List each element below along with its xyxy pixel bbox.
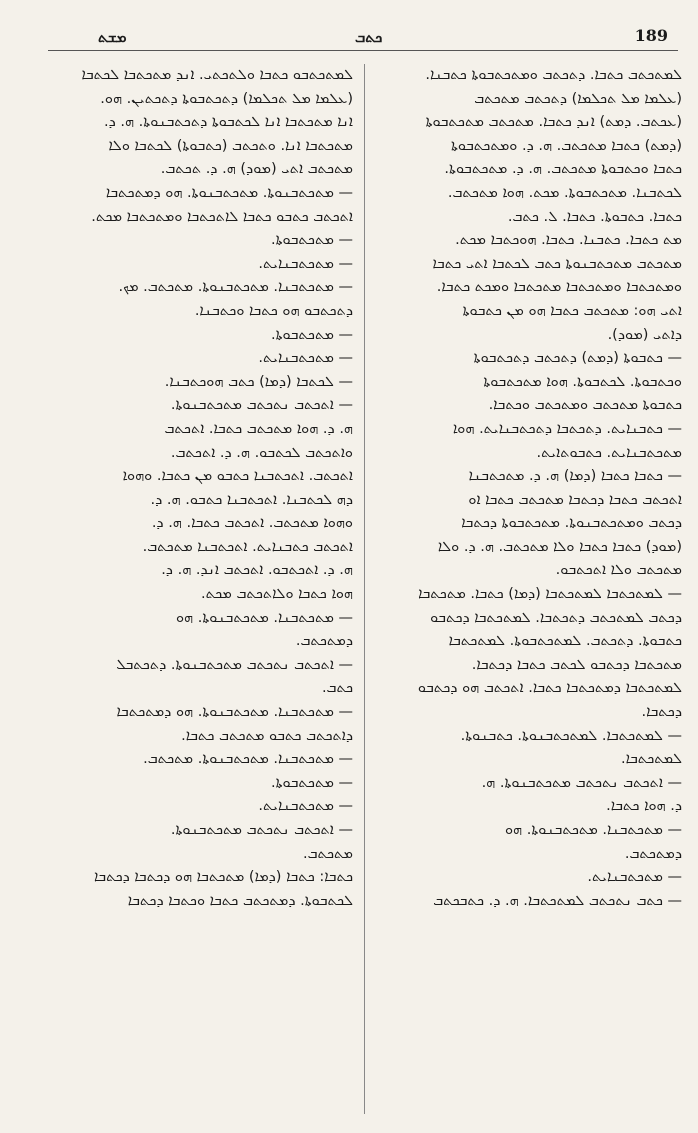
text-line: — ܟܬܒ ܢܬܟܬܒ ܠܡܬܟܬܒܐ. ܗ. ܕ. ܟܬܒܟܬܒ: [433, 892, 682, 909]
text-line: ܡܬܟܬܒܐ ܐܢܐ. ܘܬܟܬܒ (ܟܬܒܘܬܐ) ܠܟܬܒܐ ܘܠܐ: [108, 137, 353, 154]
text-line: — ܐܬܟܬܒ ܢܬܟܬܒ ܡܬܟܬܒܢܘܬܐ. ܕܬܟܬܒܠ: [116, 656, 353, 673]
column-divider: [364, 64, 365, 1114]
text-line: ܡܬܟܬܒ ܘܠܐ ܐܬܟܬܒܘ.: [555, 562, 682, 579]
text-line: ܕܡܬܟܬܒ.: [624, 845, 682, 862]
page-number: 189: [634, 26, 668, 45]
right-column: [377, 64, 682, 913]
text-line: — ܐܬܟܬܒ ܢܬܟܬܒ ܡܬܟܬܒܢܘܬܐ.: [170, 822, 353, 838]
page-header: [40, 24, 668, 50]
text-line: (ܥܟܬܒ. ܕܡܬ) ܐܢܕ ܟܬܒܐ. ܡܬܟܬܒ ܡܬܟܬܒܘܬܐ: [425, 114, 682, 131]
text-line: — ܟܬܒܐ ܟܬܒܐ (ܕܡܐ) ܗ. ܕ. ܡܬܟܬܒܢܐ: [468, 468, 682, 485]
text-line: ܠܟܬܒܘܬܐ. ܕܡܬܟܬܒ ܟܬܒܐ ܘܟܬܒܐ ܕܟܬܒܐ: [127, 892, 353, 909]
header-rule: [48, 50, 678, 51]
text-line: — ܡܬܟܬܒܢܘܬܐ. ܡܬܟܬܒܢܘܬܐ. ܗܘ ܕܡܬܟܬܒܐ: [105, 184, 353, 201]
text-line: ܟܬܒܐ. ܟܬܒܘܬܐ. ܟܬܒܐ. ܠ. ܟܬܒ.: [507, 208, 682, 225]
text-line: ܐܬܟܬܒ ܟܬܒܐ ܕܟܬܒܐ ܡܬܟܬܒ ܟܬܒܐ ܐܘ: [468, 491, 682, 508]
text-line: ܗ. ܕ. ܐܬܟܬܒܘ. ܐܬܟܬܒ ܐܢܕ. ܗ. ܕ.: [161, 562, 353, 579]
text-line: ܡܬܟܬܒܐ ܕܟܬܒܘ ܠܟܬܒ ܟܬܒܐ ܕܟܬܒܐ.: [471, 656, 682, 673]
text-line: ܟܬܒܐ ܘܟܬܒܘܬܐ ܡܬܟܬܒ. ܗ. ܕ. ܡܬܟܬܒܘܬܐ.: [444, 161, 682, 178]
text-line: — ܡܬܟܬܒܢܐ. ܡܬܟܬܒܢܘܬܐ. ܡܬܟܬܒ. ܡܟ.: [118, 279, 353, 296]
text-line: ܕܐܬܝ (ܡܘܕ).: [607, 326, 682, 343]
text-line: — ܠܟܬܒܐ (ܕܡܐ) ܟܬܒ ܗܘܟܬܒܢܐ.: [164, 373, 353, 390]
text-line: ܠܡܬܟܬܒ ܟܬܒܐ. ܕܬܟܬܒ ܘܡܬܟܬܒܘܬܐ ܟܬܒܢܐ.: [425, 67, 682, 83]
text-line: — ܠܡܬܟܬܒܐ. ܠܡܬܟܬܒܢܘܬܐ. ܟܬܒܢܘܬܐ.: [460, 727, 682, 744]
text-line: — ܐܬܟܬܒ ܢܬܟܬܒ ܡܬܟܬܒܢܘܬܐ.: [170, 397, 353, 414]
text-line: ܐܬܟܬܒ ܟܬܒܘ ܟܬܒܐ ܠܐܬܟܬܒܐ ܘܡܬܟܬܒܐ ܡܟܬ.: [91, 208, 353, 225]
text-line: — ܡܬܟܬܒܢܐ. ܡܬܟܬܒܢܘܬܐ. ܗܘ ܕܡܬܟܬܒܐ: [116, 704, 353, 721]
text-line: ܟܬܒ.: [321, 680, 353, 697]
text-line: ܐܬܝ ܗܘ: ܡܬܟܬܒ ܟܬܒܐ ܗܘ ܡܢ ܟܬܒܘܬܐ: [462, 302, 682, 319]
text-line: — ܡܬܟܬܒܘܬܐ.: [270, 326, 353, 343]
text-line: — ܟܬܒܢܐܝܬ. ܕܬܟܬܒܐ ܕܬܟܬܒܢܐܝܬ. ܗܘܐ: [452, 420, 682, 437]
left-column: [48, 64, 353, 913]
text-line: — ܟܬܒܘܬܐ (ܕܡܬ) ܕܬܟܬܒ ܕܬܟܬܒܘܬܐ: [473, 350, 682, 367]
text-line: (ܕܡܬ) ܟܬܒܐ ܡܬܟܬܒ. ܗ. ܕ. ܘܡܬܟܬܒܘܬܐ: [450, 137, 682, 154]
text-line: (ܥܠܡܐ ܡܠ ܬܟܠܡܐ) ܕܬܟܬܒܘܬܐ ܕܬܟܬܝܢ. ܗܘ.: [100, 90, 353, 107]
text-line: — ܠܡܬܟܬܒܐ ܠܡܬܟܬܒܐ (ܕܡܐ) ܟܬܒܐ. ܡܬܟܬܒܐ: [418, 586, 682, 603]
text-line: ܕܡܬܟܬܒ.: [295, 633, 353, 650]
text-line: ܗ. ܕ. ܗܘܐ ܡܬܟܬܒ ܟܬܒܐ. ܐܬܟܬܒ: [164, 420, 353, 437]
text-line: ܘܐܬܟܬܒ ܠܟܬܒܘ. ܗ. ܕ. ܐܬܟܬܒ.: [170, 444, 353, 461]
text-line: ܕܟܬܒ ܠܡܬܟܬܒ ܕܬܟܬܒܐ. ܠܡܬܟܬܒܐ ܕܟܬܒܘ: [430, 609, 682, 626]
text-line: — ܡܬܟܬܒܢܐ. ܡܬܟܬܒܢܘܬܐ. ܡܬܟܬܒ.: [143, 751, 353, 768]
text-line: ܘܡܬܟܬܒܐ ܘܡܬܟܬܒܐ ܡܬܟܬܒܐ ܘܡܟܬ ܟܬܒܐ.: [436, 279, 682, 296]
text-line: ܘܗܘܐ ܡܬܟܬܒ. ܐܬܟܬܒ ܟܬܒܐ. ܗ. ܕ.: [151, 515, 353, 532]
text-line: ܟܬܒܐ: ܟܬܒܐ (ܕܡܐ) ܡܬܟܬܒܐ ܗܘ ܕܟܬܒܐ ܕܟܬܒܐ: [93, 869, 353, 886]
text-line: ܐܬܟܬܒ. ܐܬܟܬܒܢܐ ܟܬܒܘ ܡܢ ܟܬܒܐ. ܘܗܘܐ: [122, 468, 353, 485]
header-catchword-left: ܡܫܬ: [98, 28, 127, 46]
text-line: ܐܬܟܬܒ ܟܬܒܢܐܝܬ. ܐܬܟܬܒܢܐ ܡܬܟܬܒ.: [142, 538, 353, 555]
text-line: — ܡܬܟܬܒܘܬܐ.: [270, 232, 353, 249]
text-line: ܡܬܟܬܒ.: [303, 845, 353, 862]
text-line: — ܡܬܟܬܒܢܐܝܬ.: [258, 350, 353, 367]
header-catchword-center: ܟܬܒ: [355, 28, 383, 46]
text-line: ܠܟܬܒܢܐ. ܡܬܟܬܒܘܬܐ. ܡܟܬ. ܗܘܐ ܡܬܟܬܒ.: [447, 184, 682, 201]
text-line: ܕ. ܗܘܐ ܟܬܒܐ.: [606, 798, 682, 815]
text-line: — ܡܬܟܬܒܢܐ. ܡܬܟܬܒܢܘܬܐ. ܗܘ: [504, 822, 682, 838]
text-line: — ܐܬܟܬܒ ܢܬܟܬܒ ܡܬܟܬܒܢܘܬܐ. ܗ.: [481, 774, 682, 791]
text-line: (ܥܠܡܐ ܡܠ ܬܟܠܡܐ) ܕܬܟܬܒ ܡܬܟܬܒ: [474, 90, 682, 107]
text-line: ܠܡܬܟܬܒܐ.: [620, 751, 682, 768]
text-line: ܡܬܟܬܒ ܡܬܟܬܒܢܘܬܐ ܟܬܒ ܠܟܬܒܐ ܐܬܝ ܟܬܒܐ: [432, 255, 682, 272]
text-line: ܘܟܬܒܘܬܐ. ܠܟܬܒܘܬܐ. ܗܘܐ ܡܬܟܬܒܘܬܐ: [483, 373, 682, 390]
text-line: ܕܬܟܬܒܘ ܗܘ ܟܬܒܐ ܘܟܬܒܢܐ.: [194, 302, 353, 319]
text-line: ܕܗ ܠܟܬܒܢܐ. ܐܬܟܬܒܢܐ ܟܬܒܘ. ܗ. ܕ.: [150, 491, 353, 508]
text-line: ܟܬܒܘܬܐ ܡܬܟܬܒ ܘܡܬܟܬܒ ܘܟܬܒܐ.: [488, 397, 682, 414]
text-line: — ܡܬܟܬܒܢܐܝܬ.: [258, 255, 353, 272]
text-line: — ܡܬܟܬܒܘܬܐ.: [270, 774, 353, 791]
text-line: ܠܡܬܟܬܒܐ ܕܡܬܟܬܒܐ ܟܬܒܐ. ܐܬܟܬܒ ܗܘ ܕܟܬܒܘ: [417, 680, 682, 697]
text-line: — ܡܬܟܬܒܢܐܝܬ.: [258, 798, 353, 815]
text-line: (ܡܘܕ) ܟܬܒܐ ܟܬܒܐ ܘܠܐ ܡܬܟܬܒ. ܗ. ܕ. ܘܠܐ: [437, 538, 682, 555]
text-line: ܗܘܐ ܟܬܒܐ ܘܠܐܬܟܬܒ ܡܟܬ.: [201, 586, 353, 603]
text-line: — ܡܬܟܬܒܢܐܝܬ.: [587, 869, 682, 886]
text-line: ܕܟܬܒ ܘܡܬܟܬܒܢܘܬܐ. ܡܬܟܬܒܘܬܐ ܕܟܬܒܐ: [461, 515, 682, 532]
text-line: ܕܐܬܟܬܒ ܟܬܒܘ ܡܬܟܬܒ ܟܬܒܐ.: [181, 727, 353, 744]
text-line: ܕܟܬܒܐ.: [641, 704, 682, 721]
text-line: — ܡܬܟܬܒܢܐ. ܡܬܟܬܒܢܘܬܐ. ܗܘ: [175, 609, 353, 626]
text-line: ܡܬ ܟܬܒܐ. ܟܬܒܢܐ. ܟܬܒܐ. ܗܘܟܬܒܐ ܡܟܬ.: [455, 232, 682, 249]
text-line: ܡܬܟܬܒ ܐܬܝ (ܡܘܕ) ܗ. ܕ. ܬܟܬܒ.: [160, 161, 353, 178]
text-line: ܐܢܐ ܡܬܟܬܒܐ ܐܢܐ ܠܟܬܒܘܬܐ ܕܬܟܬܒܢܘܬܐ. ܗ. ܕ.: [103, 114, 353, 131]
text-line: ܡܬܟܬܒܢܐܝܬ. ܟܬܒܘܬܐܝܬ.: [536, 444, 682, 461]
text-line: ܠܡܬܟܬܒܘ ܟܬܒܐ ܘܠܬܟܬܝ. ܐܢܕ ܡܬܟܬܒܐ ܠܟܬܒܐ: [81, 67, 353, 83]
text-line: ܟܬܒܘܬܐ. ܕܬܟܬܒ. ܠܡܬܟܬܒܘܬܐ. ܠܡܬܟܬܒܐ: [448, 633, 682, 650]
